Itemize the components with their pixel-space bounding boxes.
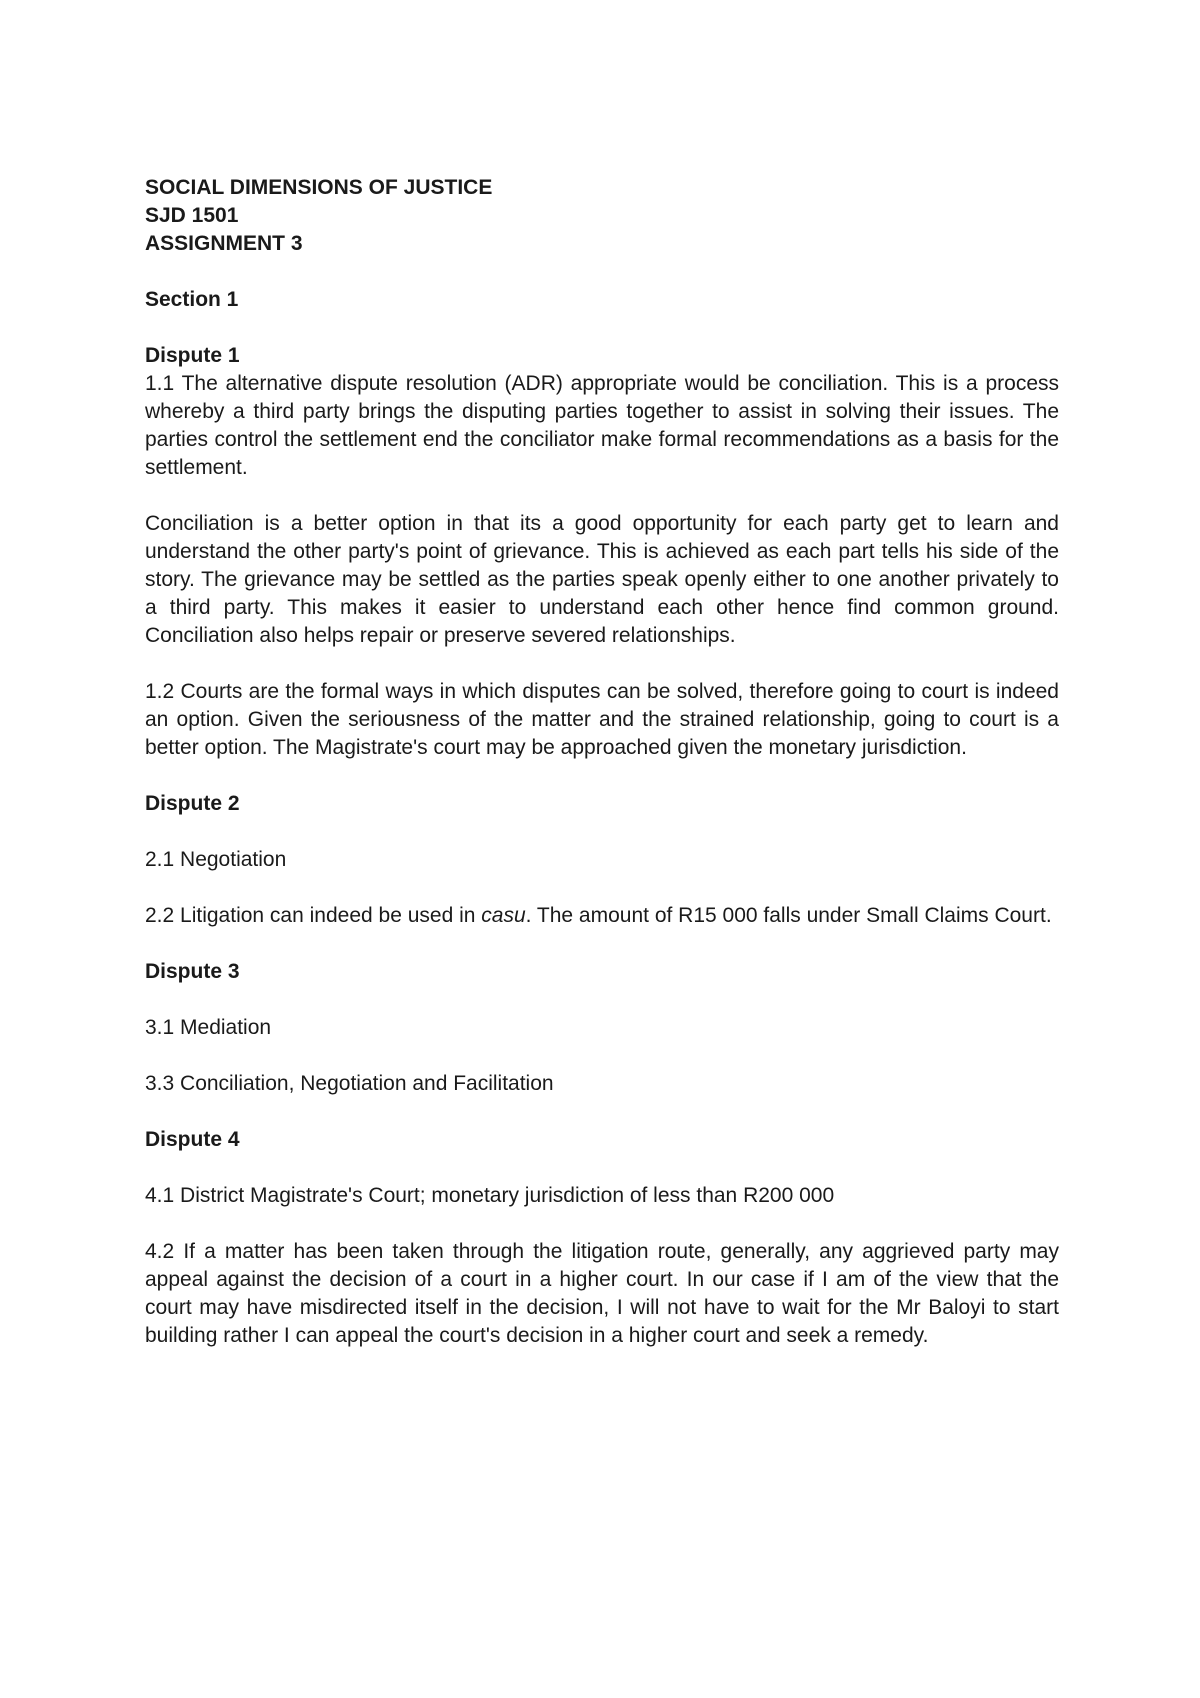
dispute-2-paragraph-1: 2.1 Negotiation: [145, 848, 287, 871]
dispute-4-heading: Dispute 4: [145, 1128, 240, 1151]
course-code: SJD 1501: [145, 204, 239, 227]
dispute-2-paragraph-2: [145, 902, 1059, 930]
dispute-3-paragraph-1: 3.1 Mediation: [145, 1016, 272, 1039]
course-title: SOCIAL DIMENSIONS OF JUSTICE: [145, 176, 493, 199]
dispute-1-paragraph-3: 1.2 Courts are the formal ways in which disputes can be solved, therefore going to court is indeed an option. Given the seriousness of the matter and the strained relationship, going to court is a better option. The Magistrate's court may be approached given the monetary jurisdiction.: [145, 680, 1059, 759]
dispute-2-heading: Dispute 2: [145, 792, 240, 815]
dispute-1-paragraph-1: 1.1 The alternative dispute resolution (ADR) appropriate would be conciliation. This is a process whereby a third party brings the disputing parties together to assist in solving their issues. The parties control the settlement end the conciliator make formal recommendations as a basis for the settlement.: [145, 372, 1059, 479]
dispute-3-heading: Dispute 3: [145, 960, 240, 983]
dispute-2-text-after: . The amount of R15 000 falls under Small Claims Court.: [525, 904, 1052, 927]
dispute-2-text-before: 2.2 Litigation can indeed be used in: [145, 904, 482, 927]
dispute-1-heading: Dispute 1: [145, 344, 240, 367]
document-page: [145, 174, 1059, 1350]
dispute-1-paragraph-2: Conciliation is a better option in that its a good opportunity for each party get to learn and understand the other party's point of grievance. This is achieved as each part tells his side of the story. The grievance may be settled as the parties speak openly either to one another privately to a third party. This makes it easier to understand each other hence find common ground. Conciliation also helps repair or preserve severed relationships.: [145, 512, 1059, 647]
dispute-2-italic-term: casu: [481, 904, 526, 927]
assignment-title: ASSIGNMENT 3: [145, 232, 303, 255]
dispute-4-paragraph-1: 4.1 District Magistrate's Court; monetary jurisdiction of less than R200 000: [145, 1184, 835, 1207]
title-block: [145, 174, 1059, 258]
dispute-4-paragraph-2: 4.2 If a matter has been taken through the litigation route, generally, any aggrieved party may appeal against the decision of a court in a higher court. In our case if I am of the view that the court may have misdirected itself in the decision, I will not have to wait for the Mr Baloyi to start building rather I can appeal the court's decision in a higher court and seek a remedy.: [145, 1240, 1059, 1347]
section-heading: Section 1: [145, 288, 239, 311]
dispute-3-paragraph-2: 3.3 Conciliation, Negotiation and Facilitation: [145, 1072, 554, 1095]
